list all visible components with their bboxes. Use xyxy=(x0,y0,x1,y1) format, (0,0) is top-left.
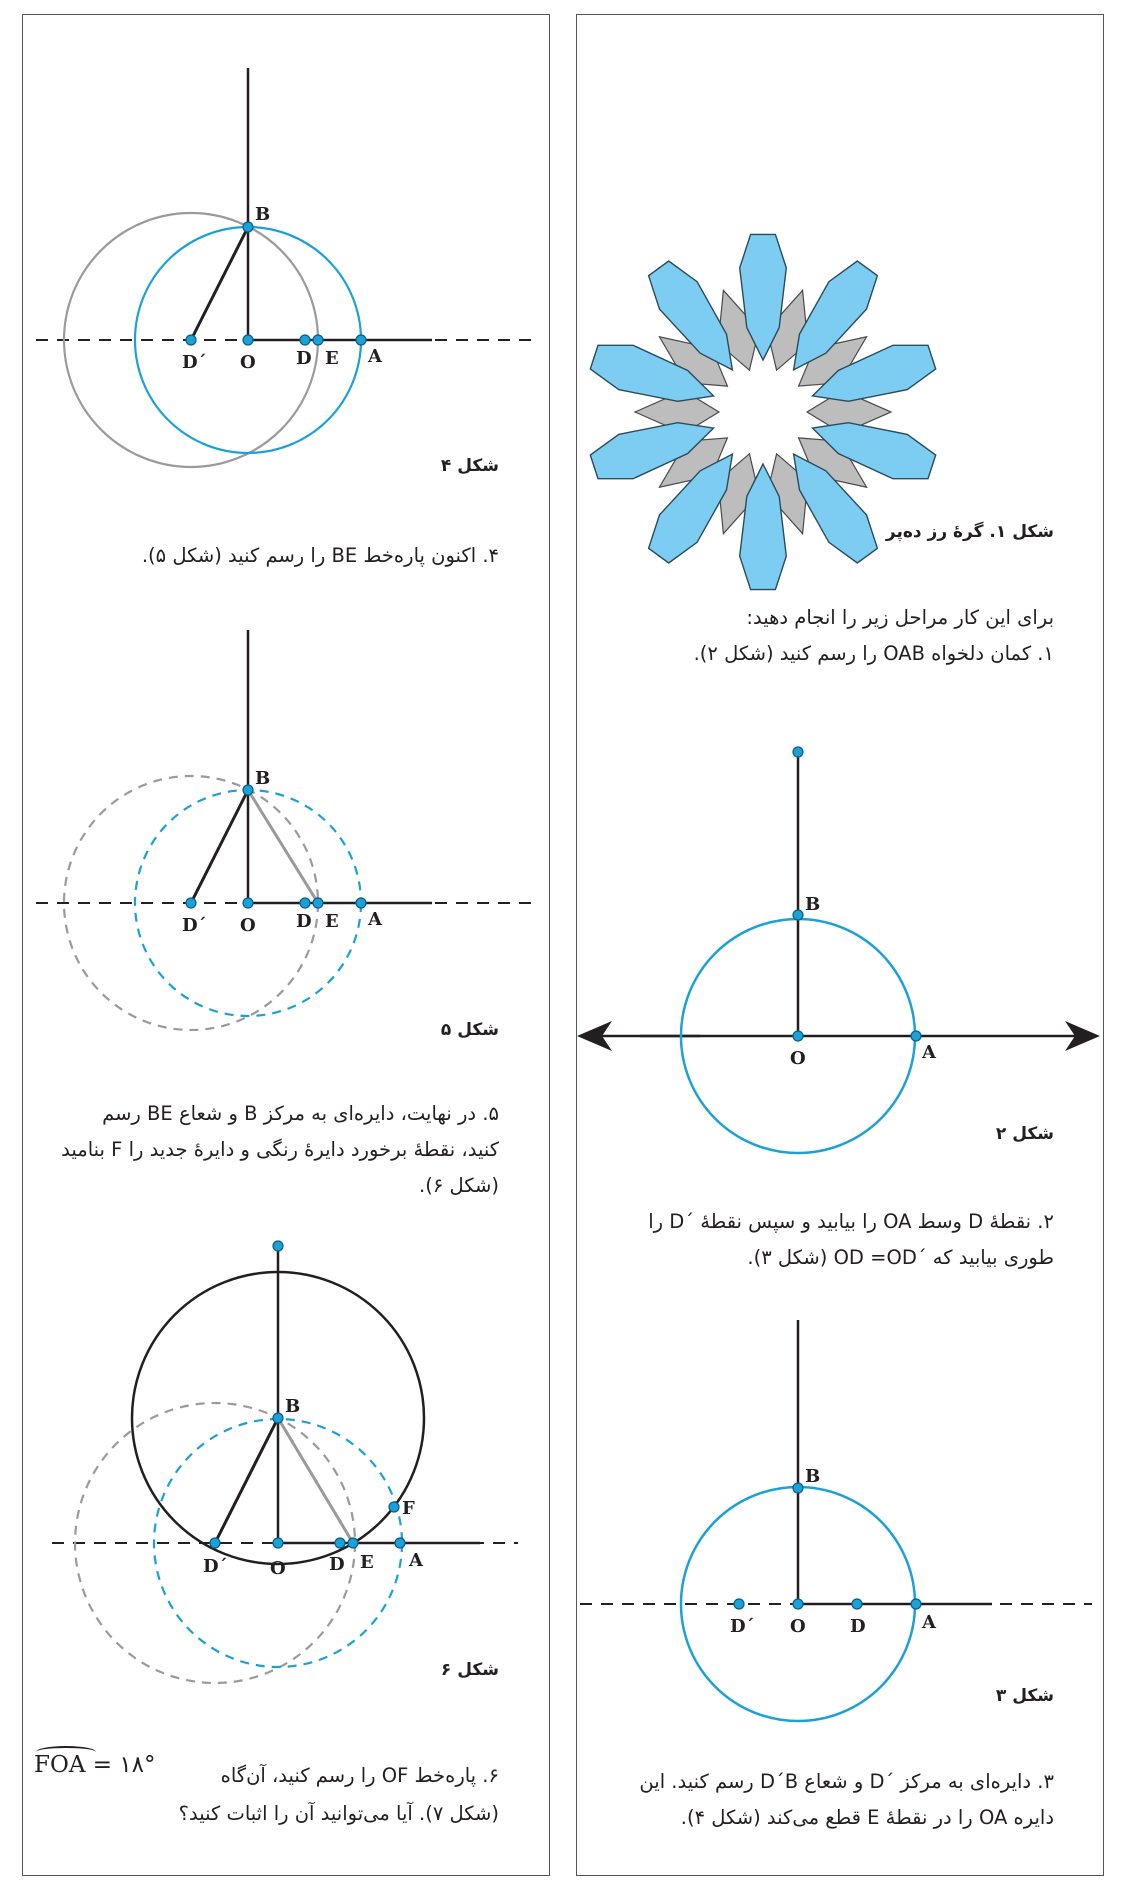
step1-text: ۱. کمان دلخواه OAB را رسم کنید (شکل ۲). xyxy=(693,642,1054,665)
label-O: O xyxy=(790,1048,806,1069)
label-A: A xyxy=(368,909,382,930)
point-O xyxy=(273,1538,283,1548)
label-D: D xyxy=(296,348,312,369)
top-point xyxy=(273,1241,283,1251)
label-E: E xyxy=(325,911,339,932)
point-A xyxy=(395,1538,405,1548)
step2-line1: ۲. نقطهٔ D وسط OA را بیابید و سپس نقطهٔ ´D را xyxy=(648,1210,1054,1233)
label-A: A xyxy=(922,1612,936,1633)
label-O: O xyxy=(270,1558,286,1579)
label-D: D xyxy=(296,911,312,932)
step4-text: ۴. اکنون پاره‌خط BE را رسم کنید (شکل ۵). xyxy=(141,544,499,567)
label-A: A xyxy=(368,346,382,367)
label-B: B xyxy=(285,1396,301,1417)
fig2-caption: شکل ۲ xyxy=(995,1124,1054,1144)
point-F xyxy=(389,1502,399,1512)
label-E: E xyxy=(360,1552,374,1573)
point-Dprime xyxy=(210,1538,220,1548)
point-D xyxy=(335,1538,345,1548)
segment-DprimeB xyxy=(215,1418,278,1543)
label-B: B xyxy=(255,768,271,789)
step5-line1: ۵. در نهایت، دایره‌ای به مرکز B و شعاع BE رسم xyxy=(102,1102,499,1125)
step2-line2: طوری بیابید که ´OD =OD (شکل ۳). xyxy=(747,1246,1054,1269)
label-Dprime: D´ xyxy=(203,1556,228,1577)
label-Dprime: D´ xyxy=(182,352,207,373)
fig3-caption: شکل ۳ xyxy=(995,1686,1054,1706)
step6-line2: (شکل ۷). آیا می‌توانید آن را اثبات کنید؟ xyxy=(178,1802,499,1825)
point-B xyxy=(273,1413,283,1423)
label-O: O xyxy=(790,1616,806,1637)
step5-line3: (شکل ۶). xyxy=(419,1174,499,1197)
label-A: A xyxy=(409,1550,423,1571)
formula-hat xyxy=(36,1746,96,1758)
step6-line1: ۶. پاره‌خط OF را رسم کنید، آن‌گاه xyxy=(220,1764,499,1787)
label-Dprime: D´ xyxy=(730,1616,755,1637)
label-O: O xyxy=(240,352,256,373)
label-B: B xyxy=(805,894,821,915)
label-E: E xyxy=(325,348,339,369)
intro-text: برای این کار مراحل زیر را انجام دهید: xyxy=(746,606,1054,629)
fig1-caption: شکل ۱. گرهٔ رز ده‌پر xyxy=(885,522,1054,542)
step3-line2: دایره OA را در نقطهٔ E قطع می‌کند (شکل ۴). xyxy=(680,1806,1054,1829)
step3-line1: ۳. دایره‌ای به مرکز ´D و شعاع D´B رسم کنید. این xyxy=(639,1770,1054,1793)
label-D: D xyxy=(329,1554,345,1575)
label-Dprime: D´ xyxy=(182,915,207,936)
label-A: A xyxy=(922,1042,936,1063)
point-E xyxy=(348,1538,358,1548)
segment-BE xyxy=(278,1418,353,1543)
fig6-caption: شکل ۶ xyxy=(440,1660,499,1680)
step5-line2: کنید، نقطهٔ برخورد دایرهٔ رنگی و دایرهٔ جدید را F بنامید xyxy=(61,1138,499,1161)
fig5-caption: شکل ۵ xyxy=(440,1020,499,1040)
fig4-caption: شکل ۴ xyxy=(440,456,499,476)
step6-formula xyxy=(34,1752,156,1778)
label-B: B xyxy=(255,204,271,225)
label-B: B xyxy=(805,1466,821,1487)
formula-text: FOA = ۱۸° xyxy=(34,1752,156,1778)
label-O: O xyxy=(240,915,256,936)
label-D: D xyxy=(850,1616,866,1637)
label-F: F xyxy=(402,1498,415,1519)
